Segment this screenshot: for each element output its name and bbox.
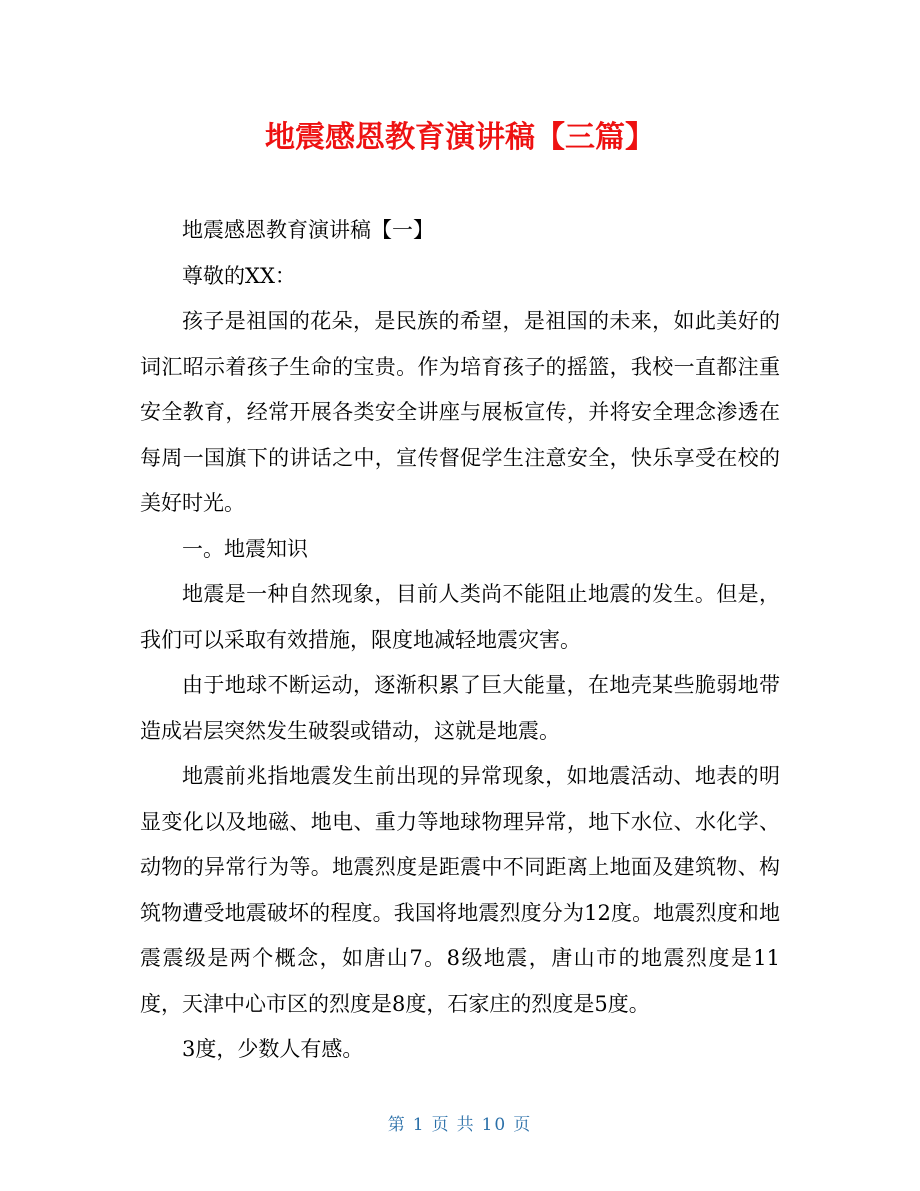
page-footer: [0, 1110, 920, 1140]
section-heading: 地震感恩教育演讲稿【一】: [182, 218, 434, 242]
body-paragraph: 地震前兆指地震发生前出现的异常现象，如地震活动、地表的明显变化以及地磁、地电、重力等地球物理异常，地下水位、水化学、动物的异常行为等。地震烈度是距震中不同距离上地面及建筑物、构筑物遭受地震破坏的程度。我国将地震烈度分为12度。地震烈度和地震震级是两个概念，如唐山7。8级地震，唐山市的地震烈度是11度，天津中心市区的烈度是8度，石家庄的烈度是5度。: [140, 764, 780, 1016]
body-paragraph: 孩子是祖国的花朵，是民族的希望，是祖国的未来，如此美好的词汇昭示着孩子生命的宝贵。作为培育孩子的摇篮，我校一直都注重安全教育，经常开展各类安全讲座与展板宣传，并将安全理念渗透在每周一国旗下的讲话之中，宣传督促学生注意安全，快乐享受在校的美好时光。: [140, 309, 780, 515]
body-paragraph: 由于地球不断运动，逐渐积累了巨大能量，在地壳某些脆弱地带造成岩层突然发生破裂或错动，这就是地震。: [140, 673, 780, 743]
footer-prefix: 第: [387, 1115, 407, 1135]
footer-page-word: 页: [431, 1115, 451, 1135]
footer-total-pages: 10: [481, 1115, 508, 1135]
body-paragraph: 3度，少数人有感。: [182, 1037, 364, 1061]
footer-suffix: 页: [513, 1115, 533, 1135]
footer-total-prefix: 共: [456, 1115, 476, 1135]
document-body: [140, 208, 780, 1073]
section-subheading: 一。地震知识: [182, 536, 308, 561]
salutation: 尊敬的XX：: [182, 263, 296, 288]
footer-current-page: 1: [412, 1115, 426, 1135]
body-paragraph: 地震是一种自然现象，目前人类尚不能阻止地震的发生。但是，我们可以采取有效措施，限度地减轻地震灾害。: [140, 582, 780, 652]
document-title: 地震感恩教育演讲稿【三篇】: [265, 120, 655, 155]
